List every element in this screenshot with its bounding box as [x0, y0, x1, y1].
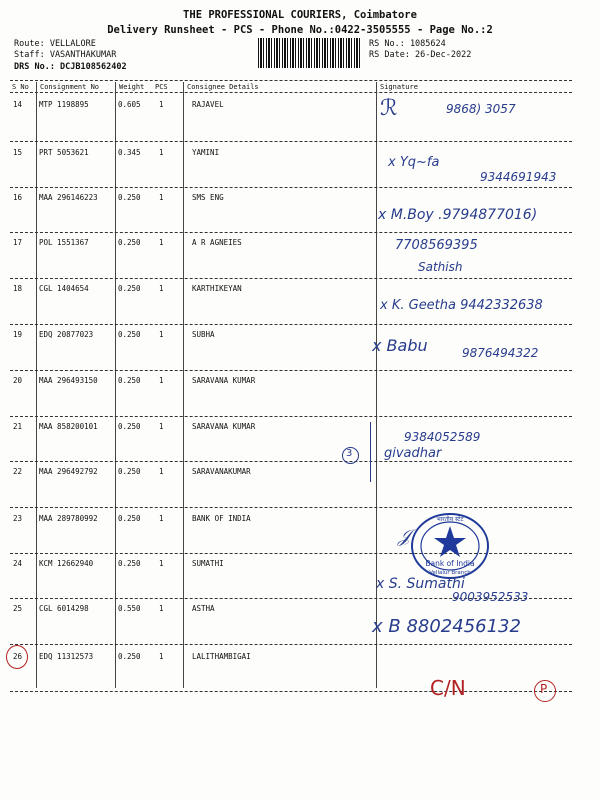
- handwritten-signature: Sathish: [418, 260, 463, 274]
- row-weight: 0.250: [118, 559, 141, 568]
- header-bottom-rule: [10, 92, 572, 93]
- row-pcs: 1: [159, 514, 164, 523]
- handwritten-signature: x B 8802456132: [372, 616, 521, 637]
- row-pcs: 1: [159, 376, 164, 385]
- row-pcs: 1: [159, 330, 164, 339]
- row-pcs: 1: [159, 100, 164, 109]
- row-sno: 18: [13, 284, 23, 293]
- row-divider: [10, 278, 572, 279]
- row-consignee: SARAVANA KUMAR: [192, 376, 256, 385]
- row-consignment: MAA 289780992: [39, 514, 98, 523]
- row-consignment: MAA 858200101: [39, 422, 98, 431]
- row-weight: 0.250: [118, 467, 141, 476]
- staff-label: Staff: VASANTHAKUMAR: [14, 50, 117, 60]
- signature-scribble: 𝒥: [398, 526, 411, 547]
- star-icon: [434, 526, 466, 557]
- row-consignment: MAA 296146223: [39, 193, 98, 202]
- handwritten-signature: x K. Geetha 9442332638: [380, 298, 543, 313]
- row-consignee: A R AGNEIES: [192, 238, 242, 247]
- col-header-consignment: Consignment No: [40, 83, 100, 91]
- barcode: [258, 38, 361, 68]
- signature-scribble: ℛ: [380, 96, 398, 121]
- row-weight: 0.250: [118, 330, 141, 339]
- bank-stamp: [408, 512, 490, 582]
- row-divider: [10, 232, 572, 233]
- page-subtitle: Delivery Runsheet - PCS - Phone No.:0422-3505555 - Page No.:2: [107, 24, 493, 36]
- circle-mark: [6, 645, 28, 669]
- handwritten-phone: 9344691943: [480, 170, 557, 184]
- row-divider: [10, 691, 572, 692]
- row-consignment: MAA 296493150: [39, 376, 98, 385]
- stamp-top-text: भारतीय स्टेट: [436, 516, 464, 523]
- row-sno: 16: [13, 193, 23, 202]
- row-pcs: 1: [159, 422, 164, 431]
- row-pcs: 1: [159, 193, 164, 202]
- row-consignee: SARAVANAKUMAR: [192, 467, 251, 476]
- row-pcs: 1: [159, 238, 164, 247]
- row-divider: [10, 187, 572, 188]
- row-pcs: 1: [159, 559, 164, 568]
- row-sno: 25: [13, 604, 23, 613]
- row-weight: 0.550: [118, 604, 141, 613]
- row-consignee: BANK OF INDIA: [192, 514, 251, 523]
- page-title: THE PROFESSIONAL COURIERS, Coimbatore: [183, 9, 417, 21]
- row-weight: 0.250: [118, 376, 141, 385]
- row-sno: 15: [13, 148, 23, 157]
- row-consignment: POL 1551367: [39, 238, 89, 247]
- handwritten-signature: x M.Boy .9794877016): [378, 207, 538, 223]
- row-sno: 14: [13, 100, 23, 109]
- handwritten-phone: 9003952533: [452, 590, 529, 604]
- circled-letter: P: [540, 682, 548, 696]
- row-consignee: SARAVANA KUMAR: [192, 422, 256, 431]
- stamp-bank-name: Bank of India: [425, 559, 475, 568]
- row-consignment: EDQ 11312573: [39, 652, 94, 661]
- row-weight: 0.605: [118, 100, 141, 109]
- bracket-mark: [370, 422, 383, 482]
- col-header-pcs: PCS: [155, 83, 168, 91]
- cn-note: C/N: [430, 676, 466, 700]
- rs-date: RS Date: 26-Dec-2022: [369, 50, 472, 60]
- row-divider: [10, 644, 572, 645]
- handwritten-phone: 9868) 3057: [446, 102, 516, 116]
- stamp-branch-name: Vellalur Branch: [429, 570, 471, 576]
- row-divider: [10, 461, 572, 462]
- row-sno: 19: [13, 330, 23, 339]
- row-pcs: 1: [159, 467, 164, 476]
- row-pcs: 1: [159, 148, 164, 157]
- handwritten-phone: 9384052589: [404, 430, 481, 444]
- handwritten-signature: x Yq~fa: [388, 155, 440, 170]
- row-consignment: CGL 1404654: [39, 284, 89, 293]
- handwritten-signature: x S. Sumathi: [376, 576, 465, 592]
- row-sno: 22: [13, 467, 23, 476]
- row-consignee: ASTHA: [192, 604, 215, 613]
- row-consignee: SMS ENG: [192, 193, 224, 202]
- row-weight: 0.250: [118, 422, 141, 431]
- row-weight: 0.250: [118, 652, 141, 661]
- row-divider: [10, 507, 572, 508]
- drs-number: DRS No.: DCJB108562402: [14, 62, 127, 72]
- row-sno: 24: [13, 559, 23, 568]
- row-pcs: 1: [159, 652, 164, 661]
- row-consignment: EDQ 20877023: [39, 330, 94, 339]
- circled-number: 3: [346, 448, 353, 459]
- row-consignment: CGL 6014298: [39, 604, 89, 613]
- row-consignment: MAA 296492792: [39, 467, 98, 476]
- handwritten-phone: 9876494322: [462, 346, 539, 360]
- row-consignee: SUBHA: [192, 330, 215, 339]
- row-consignment: MTP 1198895: [39, 100, 89, 109]
- row-sno: 23: [13, 514, 23, 523]
- row-weight: 0.250: [118, 193, 141, 202]
- col-header-consignee: Consignee Details: [187, 83, 259, 91]
- handwritten-signature: x Babu: [372, 336, 428, 355]
- row-divider: [10, 416, 572, 417]
- row-divider: [10, 141, 572, 142]
- row-consignment: PRT 5053621: [39, 148, 89, 157]
- col-header-sno: S No: [12, 83, 29, 91]
- row-weight: 0.250: [118, 284, 141, 293]
- row-weight: 0.345: [118, 148, 141, 157]
- row-sno: 21: [13, 422, 23, 431]
- route-label: Route: VELLALORE: [14, 39, 96, 49]
- row-consignee: RAJAVEL: [192, 100, 224, 109]
- handwritten-phone: 7708569395: [395, 238, 478, 253]
- rs-number: RS No.: 1085624: [369, 39, 446, 49]
- row-consignee: SUMATHI: [192, 559, 224, 568]
- row-sno: 20: [13, 376, 23, 385]
- header-top-rule: [10, 80, 572, 81]
- row-sno: 17: [13, 238, 23, 247]
- col-header-weight: Weight: [119, 83, 145, 91]
- row-weight: 0.250: [118, 514, 141, 523]
- row-consignee: YAMINI: [192, 148, 220, 157]
- row-sno: 26: [13, 652, 23, 661]
- row-consignee: LALITHAMBIGAI: [192, 652, 251, 661]
- row-weight: 0.250: [118, 238, 141, 247]
- row-pcs: 1: [159, 284, 164, 293]
- row-pcs: 1: [159, 604, 164, 613]
- col-header-signature: Signature: [380, 83, 418, 91]
- handwritten-signature: givadhar: [384, 446, 442, 461]
- row-consignee: KARTHIKEYAN: [192, 284, 242, 293]
- row-divider: [10, 324, 572, 325]
- row-divider: [10, 370, 572, 371]
- row-consignment: KCM 12662940: [39, 559, 94, 568]
